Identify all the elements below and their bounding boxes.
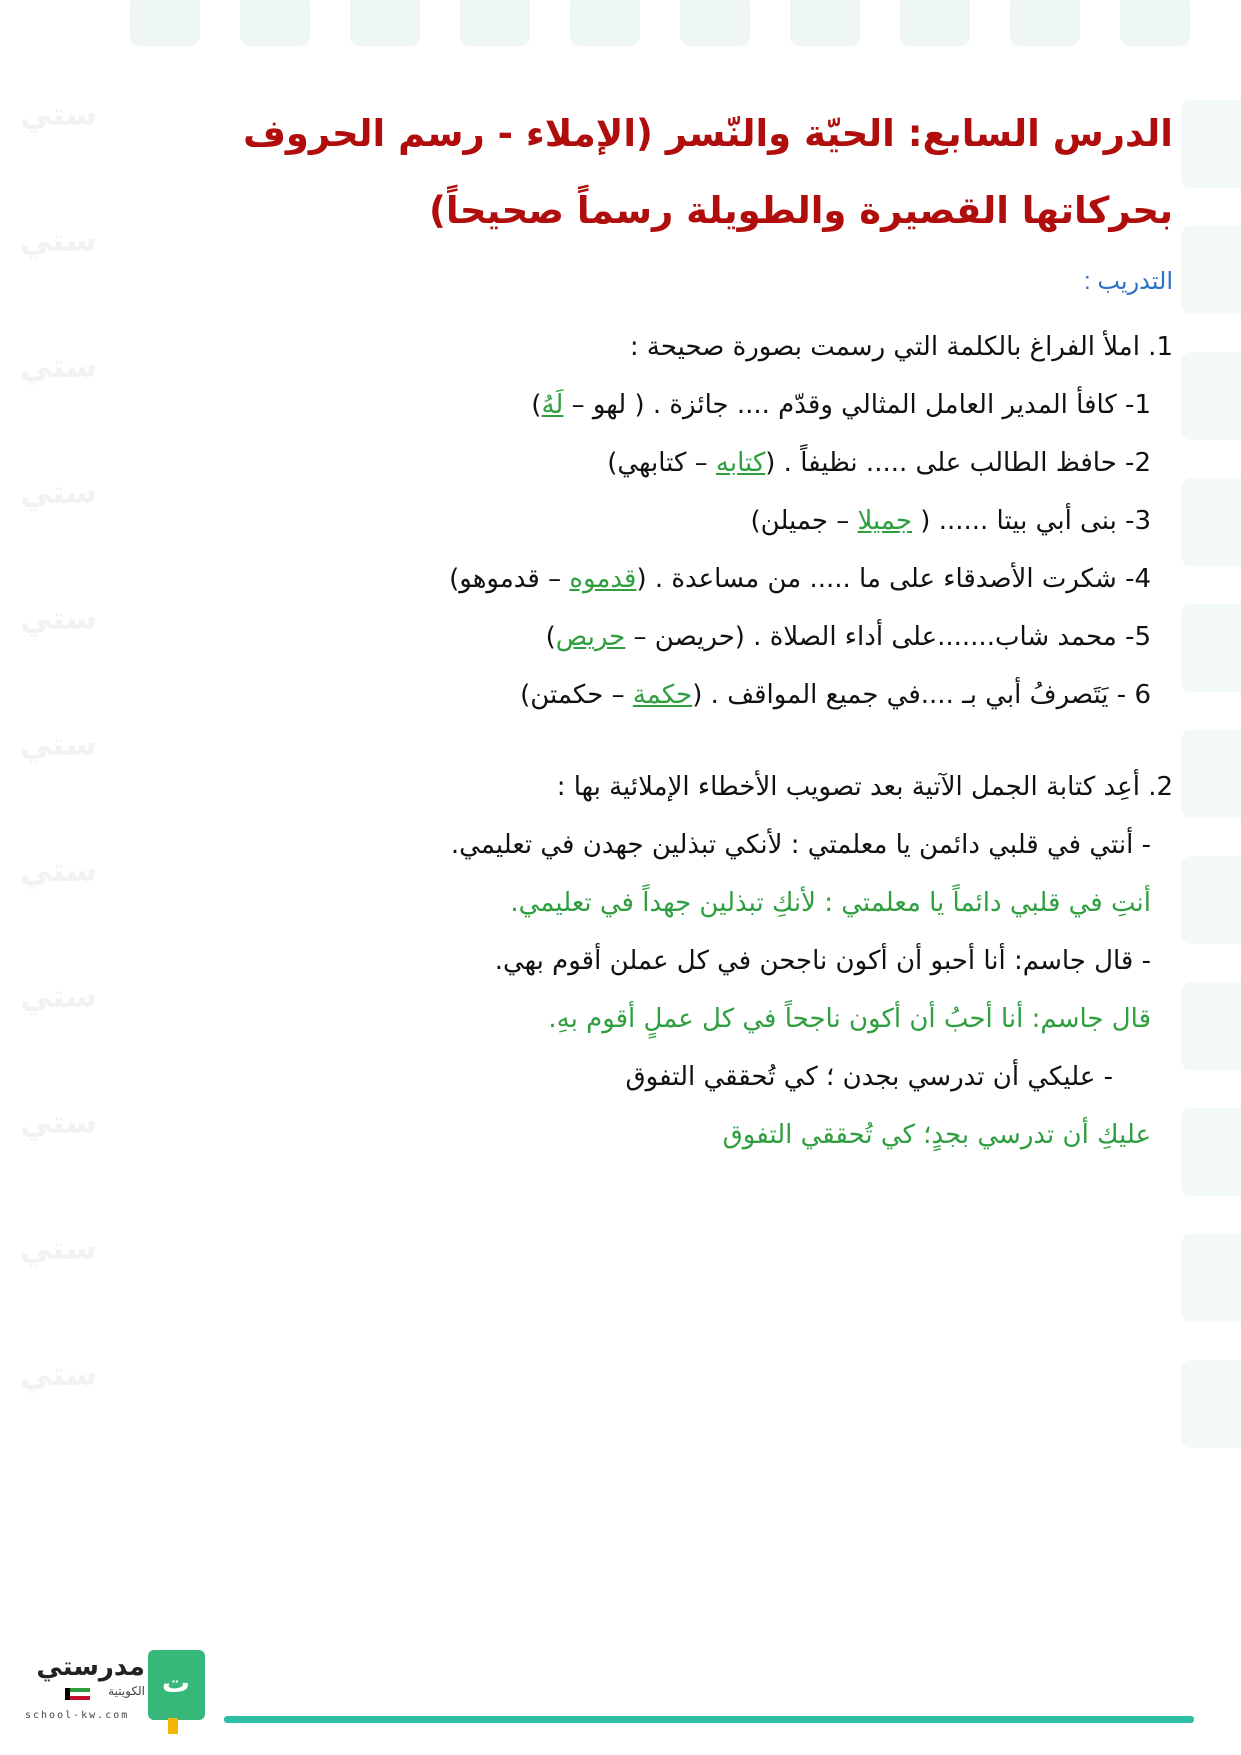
question-1-item: 5- محمد شاب.......على أداء الصلاة . (حريصن – حريص) xyxy=(545,622,1151,652)
smile-book-icon: ت xyxy=(148,1650,205,1720)
question-1-item: 3- بنى أبي بيتا ...... ( جميلا – جميلن) xyxy=(750,506,1151,536)
corrected-sentence: أنتِ في قلبي دائماً يا معلمتي : لأنكِ تبذلين جهداً في تعليمي. xyxy=(510,888,1151,918)
wrong-sentence: - أنتي في قلبي دائمن يا معلمتي : لأنكي تبذلين جهدن في تعليمي. xyxy=(450,830,1151,860)
correct-answer: كتابه xyxy=(715,448,766,478)
watermark-right-column xyxy=(1181,100,1241,1486)
logo-name: مدرستي xyxy=(36,1652,145,1682)
question-1-heading: 1. املأ الفراغ بالكلمة التي رسمت بصورة صحيحة : xyxy=(629,332,1173,362)
correct-answer: حريص xyxy=(555,622,626,652)
site-logo xyxy=(25,1650,215,1740)
question-1-item: 1- كافأ المدير العامل المثالي وقدّم .... جائزة . ( لهو – لَهُ) xyxy=(531,390,1151,420)
logo-url: school-kw.com xyxy=(25,1710,130,1721)
training-label: التدريب : xyxy=(1084,268,1173,295)
bookmark-icon xyxy=(168,1718,178,1734)
corrected-sentence: قال جاسم: أنا أحبُ أن أكون ناجحاً في كل عملٍ أقوم بهِ. xyxy=(548,1004,1151,1034)
wrong-sentence: - عليكي أن تدرسي بجدن ؛ كي تُحققي التفوق xyxy=(625,1062,1113,1092)
footer-divider xyxy=(224,1716,1194,1723)
question-1-item: 4- شكرت الأصدقاء على ما ..... من مساعدة . (قدموه – قدموهو) xyxy=(449,564,1151,594)
corrected-sentence: عليكِ أن تدرسي بجدٍ؛ كي تُحققي التفوق xyxy=(722,1120,1151,1150)
worksheet xyxy=(110,95,1173,1164)
correct-answer: قدموه xyxy=(569,564,637,594)
question-1-item: 6 - يَتَصرفُ أبي بـ ....في جميع المواقف . (حكمة – حكمتن) xyxy=(520,680,1151,710)
question-2-heading: 2. أعِد كتابة الجمل الآتية بعد تصويب الأخطاء الإملائية بها : xyxy=(556,772,1173,802)
watermark-left-column: ستي ستي ستي ستي ستي ستي ستي ستي ستي ستي ستي xyxy=(20,95,97,1393)
correct-answer: لَهُ xyxy=(541,390,564,420)
correct-answer: حكمة xyxy=(632,680,693,710)
wrong-sentence: - قال جاسم: أنا أحبو أن أكون ناجحن في كل عملن أقوم بهي. xyxy=(494,946,1151,976)
logo-subtitle: الكويتية xyxy=(108,1684,145,1698)
question-1-item: 2- حافظ الطالب على ..... نظيفاً . (كتابه – كتابهي) xyxy=(607,448,1151,478)
watermark-top-strip xyxy=(0,0,1241,50)
lesson-title: الدرس السابع: الحيّة والنّسر (الإملاء - رسم الحروف بحركاتها القصيرة والطويلة رسماً صحيحاً) xyxy=(242,112,1173,232)
correct-answer: جميلا xyxy=(857,506,913,536)
